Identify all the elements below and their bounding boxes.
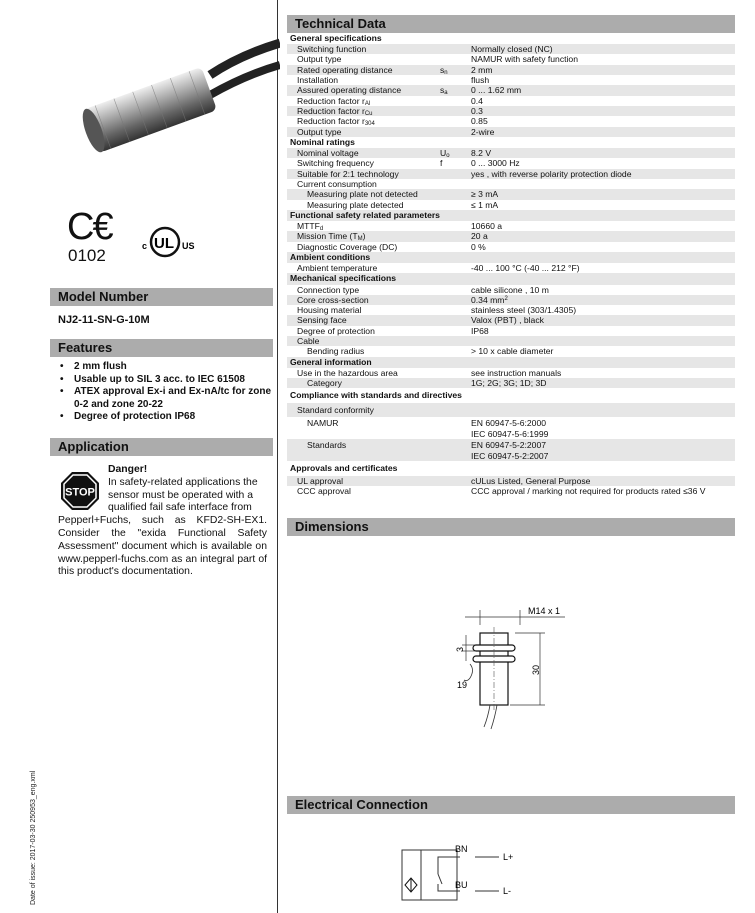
label-text: Category	[307, 378, 342, 389]
section-header	[287, 273, 735, 284]
row-label	[297, 96, 370, 106]
symbol	[440, 158, 442, 168]
label-text: Switching frequency	[297, 158, 374, 169]
row-label	[297, 127, 341, 137]
row-value	[471, 440, 548, 461]
label-text: Mechanical specifications	[290, 273, 397, 284]
row-label	[297, 106, 373, 116]
row-value	[471, 85, 521, 95]
ul-mark	[140, 225, 202, 259]
row-value	[471, 476, 590, 486]
value-text: 0.34 mm	[471, 294, 505, 305]
feature-item: • 2 mm flush	[58, 361, 273, 374]
label-text: Measuring plate detected	[307, 199, 404, 210]
section-header	[287, 137, 735, 148]
value-text: -40 ... 100 °C (-40 ... 212 °F)	[471, 263, 580, 274]
row-label	[297, 368, 398, 378]
row-label	[297, 476, 343, 486]
value-text: 0 ... 1.62 mm	[471, 85, 522, 96]
table-row	[287, 368, 735, 378]
value-text: 10660 a	[471, 221, 503, 232]
table-row	[287, 127, 735, 137]
row-value	[471, 221, 502, 231]
table-row	[287, 295, 735, 305]
label-text: Standards	[307, 440, 347, 451]
row-label	[297, 158, 374, 168]
symbol-text: U	[440, 148, 447, 159]
row-value	[471, 346, 553, 356]
value-text: see instruction manuals	[471, 367, 562, 378]
value-text: 0.85	[471, 116, 488, 127]
label-text: Ambient temperature	[297, 263, 378, 274]
label-text: Nominal ratings	[290, 136, 355, 147]
label-text: Standard conformity	[297, 404, 374, 415]
table-row	[287, 169, 735, 179]
section-header	[287, 210, 735, 221]
row-value	[471, 148, 491, 158]
table-row	[287, 44, 735, 54]
wire-bu-label: BU	[455, 880, 468, 890]
dimension-drawing	[440, 605, 580, 735]
value-text: 0.3	[471, 105, 483, 116]
label-text: Nominal voltage	[297, 148, 359, 159]
row-label	[290, 33, 382, 44]
value-text: NAMUR with safety function	[471, 54, 578, 65]
value-text: Valox (PBT) , black	[471, 315, 544, 326]
row-label	[297, 75, 338, 85]
value-text: 20 a	[471, 231, 488, 242]
table-row	[287, 305, 735, 315]
label-text: Degree of protection	[297, 325, 375, 336]
table-row	[287, 378, 735, 388]
row-label	[297, 315, 347, 325]
symbol-subscript: o	[446, 153, 450, 160]
feature-item: • ATEX approval Ex-i and Ex-nA/tc for zone 0-2 and zone 20-22	[58, 386, 273, 411]
ce-mark: C​€	[67, 206, 112, 248]
label-subscript: Cu	[364, 110, 373, 117]
row-value	[471, 418, 548, 439]
product-image	[60, 15, 280, 175]
label-text: General specifications	[290, 33, 382, 43]
label-text: Core cross-section	[297, 294, 369, 305]
label-text: Cable	[297, 336, 320, 347]
row-label	[297, 231, 366, 241]
flange-label: 3	[455, 646, 465, 652]
symbol-text: f	[440, 158, 443, 169]
row-label	[297, 295, 369, 305]
row-value	[471, 295, 508, 305]
row-label	[307, 189, 418, 199]
row-label	[297, 403, 374, 418]
row-value	[471, 326, 489, 336]
label-text: Housing material	[297, 305, 362, 316]
label-suffix: )	[362, 231, 366, 242]
row-label	[297, 486, 351, 496]
label-text: Suitable for 2:1 technology	[297, 168, 399, 179]
row-value	[471, 96, 483, 106]
table-row	[287, 200, 735, 210]
value-text: yes , with reverse polarity protection diode	[471, 168, 632, 179]
table-row	[287, 439, 735, 461]
table-row	[287, 231, 735, 241]
value-text: cable silicone , 10 m	[471, 284, 549, 295]
wiring-diagram	[395, 838, 525, 908]
label-text: Switching function	[297, 44, 367, 55]
row-label	[290, 210, 440, 221]
table-row	[287, 158, 735, 168]
row-value	[471, 242, 486, 252]
feature-item: • Usable up to SIL 3 acc. to IEC 61508	[58, 374, 273, 387]
feature-item: • Degree of protection IP68	[58, 411, 273, 424]
symbol	[440, 148, 450, 158]
row-label	[290, 137, 355, 148]
terminal-lminus-label: L-	[503, 886, 512, 896]
row-label	[290, 388, 462, 403]
row-value	[471, 285, 549, 295]
date-of-issue: Date of issue: 2017-03-30 250953_eng.xml	[30, 770, 37, 905]
table-row	[287, 486, 735, 496]
features-heading: Features	[50, 339, 273, 357]
value-text: 2-wire	[471, 126, 495, 137]
row-label	[297, 169, 399, 179]
symbol	[440, 65, 448, 75]
value-text: 1G; 2G; 3G; 1D; 3D	[471, 378, 547, 389]
row-label	[297, 65, 393, 75]
label-text: Reduction factor r	[297, 95, 365, 106]
row-value	[471, 231, 488, 241]
wire-bn-label: BN	[455, 844, 468, 854]
danger-line: qualified fail safe interface from	[108, 502, 252, 514]
row-label	[290, 461, 397, 476]
technical-data-table	[287, 33, 735, 497]
label-text: Connection type	[297, 284, 360, 295]
label-text: Installation	[297, 75, 339, 86]
value-text: EN 60947-5-6:2000	[471, 418, 547, 429]
table-row	[287, 148, 735, 158]
section-header	[287, 388, 735, 403]
row-value	[471, 200, 498, 210]
table-row	[287, 242, 735, 252]
row-label	[297, 54, 341, 64]
label-text: NAMUR	[307, 418, 339, 429]
label-subscript: d	[319, 226, 324, 233]
value-superscript: 2	[504, 295, 508, 302]
label-text: Rated operating distance	[297, 64, 393, 75]
label-text: Bending radius	[307, 346, 365, 357]
row-value	[471, 65, 492, 75]
table-row	[287, 326, 735, 336]
label-text: Output type	[297, 54, 342, 65]
label-text: Reduction factor r	[297, 105, 365, 116]
terminal-lplus-label: L+	[503, 852, 514, 862]
row-label	[297, 179, 377, 189]
table-row	[287, 96, 735, 106]
label-text: Sensing face	[297, 315, 347, 326]
label-text: MTTF	[297, 221, 320, 232]
table-row	[287, 179, 735, 189]
row-value	[471, 127, 494, 137]
value-text-2: IEC 60947-5-6:1999	[471, 428, 549, 439]
label-text: Assured operating distance	[297, 85, 402, 96]
row-label	[307, 346, 364, 356]
value-text: 0 %	[471, 241, 486, 252]
value-text: stainless steel (303/1.4305)	[471, 305, 577, 316]
label-subscript: 304	[364, 121, 375, 128]
value-text: 0 ... 3000 Hz	[471, 158, 520, 169]
label-text: Current consumption	[297, 178, 377, 189]
row-label	[297, 221, 323, 231]
wrench-label: 19	[457, 680, 468, 690]
svg-text:UL: UL	[154, 235, 174, 252]
table-row	[287, 336, 735, 346]
table-row	[287, 116, 735, 126]
row-value	[471, 106, 483, 116]
row-label	[297, 336, 319, 346]
thread-label: M14 x 1	[528, 606, 561, 616]
row-label	[297, 285, 359, 295]
row-label	[290, 273, 396, 284]
danger-line: In safety-related applications the	[108, 476, 258, 488]
label-text: Mission Time (T	[297, 231, 358, 242]
table-row	[287, 476, 735, 486]
label-subscript: Al	[364, 100, 371, 107]
electrical-connection-heading: Electrical Connection	[287, 796, 735, 814]
length-label: 30	[531, 664, 541, 675]
row-label	[307, 378, 342, 388]
label-text: Functional safety related parameters	[290, 209, 440, 220]
table-row	[287, 285, 735, 295]
value-text: 8.2 V	[471, 148, 492, 159]
row-label	[297, 326, 375, 336]
label-text: General information	[290, 356, 372, 367]
table-row	[287, 346, 735, 356]
label-text: Approvals and certificates	[290, 463, 398, 474]
value-text: flush	[471, 75, 490, 86]
svg-text:STOP: STOP	[65, 486, 95, 499]
danger-line: sensor must be operated with a	[108, 489, 253, 501]
row-label	[297, 148, 359, 158]
row-value	[471, 263, 580, 273]
row-value	[471, 158, 520, 168]
row-label	[307, 440, 346, 450]
row-value	[471, 116, 488, 126]
value-text: CCC approval / marking not required for products rated ≤36 V	[471, 486, 706, 497]
section-header	[287, 461, 735, 476]
value-text: 2 mm	[471, 64, 493, 75]
application-body: Pepperl+Fuchs, such as KFD2-SH-EX1. Consider the "exida Functional Safety Assessment" document which is available on www.pepperl-fuchs.com as an integral part of this product's documentation.	[58, 515, 267, 578]
table-row	[287, 263, 735, 273]
section-header	[287, 357, 735, 368]
section-header	[287, 252, 735, 263]
row-label	[307, 200, 404, 210]
value-text: cULus Listed, General Purpose	[471, 475, 591, 486]
row-label	[297, 116, 375, 126]
table-row	[287, 403, 735, 418]
table-row	[287, 54, 735, 64]
features-list	[58, 361, 273, 424]
row-label	[297, 44, 366, 54]
value-text: EN 60947-5-2:2007	[471, 440, 547, 451]
label-text: Ambient conditions	[290, 251, 371, 262]
row-value	[471, 368, 561, 378]
row-label	[297, 85, 401, 95]
row-value	[471, 486, 705, 496]
application-text	[58, 464, 267, 579]
table-row	[287, 106, 735, 116]
label-text: Use in the hazardous area	[297, 367, 398, 378]
table-row	[287, 85, 735, 95]
value-text: Normally closed (NC)	[471, 44, 553, 55]
row-value	[471, 378, 546, 388]
row-label	[290, 357, 372, 368]
table-row	[287, 417, 735, 439]
ce-number: 0102	[68, 246, 106, 265]
danger-title: Danger!	[108, 464, 148, 475]
row-value	[471, 169, 632, 179]
row-value	[471, 54, 578, 64]
value-text: 0.4	[471, 95, 483, 106]
svg-text:c: c	[142, 241, 148, 251]
table-row	[287, 221, 735, 231]
value-text: ≤ 1 mA	[471, 199, 499, 210]
value-text: IP68	[471, 325, 489, 336]
table-row	[287, 315, 735, 325]
label-subscript: M	[357, 236, 363, 243]
table-row	[287, 65, 735, 75]
value-text-2: IEC 60947-5-2:2007	[471, 450, 549, 461]
value-text: > 10 x cable diameter	[471, 346, 554, 357]
row-label	[290, 252, 370, 263]
application-heading: Application	[50, 438, 273, 456]
symbol-subscript: n	[444, 69, 448, 76]
row-label	[297, 242, 397, 252]
model-number-heading: Model Number	[50, 288, 273, 306]
row-label	[297, 263, 377, 273]
row-value	[471, 305, 576, 315]
row-value	[471, 315, 544, 325]
value-text: ≥ 3 mA	[471, 189, 499, 200]
label-text: Measuring plate not detected	[307, 189, 418, 200]
table-row	[287, 189, 735, 199]
row-value	[471, 189, 498, 199]
label-text: Compliance with standards and directives	[290, 390, 462, 401]
symbol-subscript: a	[444, 90, 448, 97]
symbol	[440, 85, 448, 95]
svg-text:US: US	[182, 241, 195, 251]
symbol-text: s	[440, 64, 445, 75]
model-number: NJ2-11-SN-G-10M	[58, 314, 150, 326]
table-row	[287, 75, 735, 85]
row-value	[471, 44, 553, 54]
technical-data-heading: Technical Data	[287, 15, 735, 33]
label-text: Output type	[297, 126, 342, 137]
row-label	[307, 418, 339, 428]
dimensions-heading: Dimensions	[287, 518, 735, 536]
section-header	[287, 33, 735, 44]
row-label	[297, 305, 361, 315]
symbol-text: s	[440, 85, 445, 96]
label-text: Reduction factor r	[297, 116, 365, 127]
row-value	[471, 75, 489, 85]
label-text: UL approval	[297, 475, 344, 486]
label-text: Diagnostic Coverage (DC)	[297, 241, 398, 252]
label-text: CCC approval	[297, 486, 351, 497]
